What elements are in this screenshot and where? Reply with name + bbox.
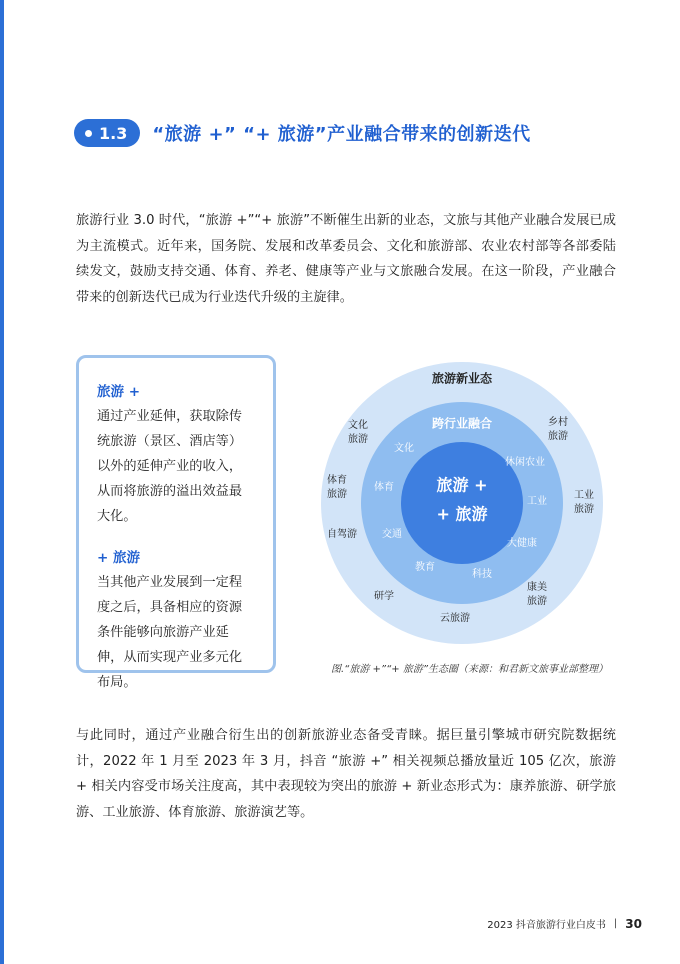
- section-heading: [74, 118, 531, 148]
- definition-callout-box: [76, 355, 276, 690]
- badge-dot-icon: [85, 130, 92, 137]
- core-label-line2: + 旅游: [436, 504, 488, 524]
- outer-item-wellness-l2: 旅游: [527, 596, 547, 607]
- middle-item-leisure-agri: 休闲农业: [505, 457, 545, 468]
- outer-item-culture-l1: 文化: [348, 420, 368, 431]
- callout-title-tourism-plus: 旅游 +: [97, 384, 141, 400]
- data-paragraph: 与此同时，通过产业融合衍生出的创新旅游业态备受青睐。据巨量引擎城市研究院数据统计，2022 年 1 月至 2023 年 3 月，抖音 “旅游 +” 相关视频总播放量近 105 亿次，旅游 + 相关内容受市场关注度高，其中表现较为突出的旅游 + 新业态形式为：康养旅游、研学旅游、工业旅游、体育旅游、旅游演艺等。: [76, 728, 616, 820]
- outer-item-selfdrive: 自驾游: [327, 529, 357, 540]
- intro-paragraph: 旅游行业 3.0 时代，“旅游 +”“+ 旅游”不断催生出新的业态，文旅与其他产业融合发展已成为主流模式。近年来，国务院、发展和改革委员会、文化和旅游部、农业农村部等各部委陆续发文，鼓励支持交通、体育、养老、健康等产业与文旅融合发展。在这一阶段，产业融合带来的创新迭代已成为行业迭代升级的主旋律。: [76, 213, 616, 305]
- outer-item-cloud: 云旅游: [440, 613, 470, 624]
- middle-item-sports: 体育: [374, 482, 394, 493]
- outer-item-industry-l2: 旅游: [574, 504, 594, 515]
- ecosystem-circles-svg: [312, 362, 612, 644]
- section-number-badge: [74, 119, 140, 147]
- outer-item-sports-l1: 体育: [327, 475, 347, 486]
- section-number: 1.3: [99, 123, 128, 143]
- middle-item-health: 大健康: [507, 538, 537, 549]
- ecosystem-diagram: [312, 362, 612, 644]
- middle-item-education: 教育: [415, 562, 435, 573]
- middle-ring-label: 跨行业融合: [431, 416, 493, 431]
- outer-item-sports-l2: 旅游: [327, 489, 347, 500]
- footer-separator: |: [613, 918, 618, 929]
- core-label-line1: 旅游 +: [436, 475, 488, 495]
- outer-item-culture-l2: 旅游: [348, 434, 368, 445]
- page-footer: [487, 916, 642, 931]
- outer-item-study: 研学: [374, 591, 394, 602]
- middle-item-industry: 工业: [527, 496, 547, 507]
- footer-title: 2023 抖音旅游行业白皮书: [487, 920, 606, 931]
- callout-text-plus-tourism: 当其他产业发展到一定程度之后，具备相应的资源条件能够向旅游产业延伸，从而实现产业多元化布局。: [97, 575, 243, 690]
- middle-item-technology: 科技: [472, 569, 492, 580]
- callout-title-plus-tourism: + 旅游: [97, 550, 141, 566]
- middle-item-transport: 交通: [382, 529, 402, 540]
- outer-item-rural-l2: 旅游: [548, 431, 568, 442]
- outer-ring-label: 旅游新业态: [431, 371, 493, 386]
- middle-item-culture: 文化: [394, 443, 414, 454]
- callout-text-tourism-plus: 通过产业延伸，获取除传统旅游（景区、酒店等）以外的延伸产业的收入，从而将旅游的溢出效益最大化。: [97, 409, 243, 524]
- outer-item-wellness-l1: 康美: [527, 582, 547, 593]
- outer-item-rural-l1: 乡村: [548, 417, 568, 428]
- page-number: 30: [625, 916, 642, 931]
- outer-item-industry-l1: 工业: [574, 490, 594, 501]
- left-edge-rule: [0, 0, 4, 964]
- section-title: “旅游 +” “+ 旅游”产业融合带来的创新迭代: [152, 124, 531, 145]
- diagram-caption: 图.“旅游 +”“+ 旅游”生态圈（来源：和君新文旅事业部整理）: [331, 664, 609, 675]
